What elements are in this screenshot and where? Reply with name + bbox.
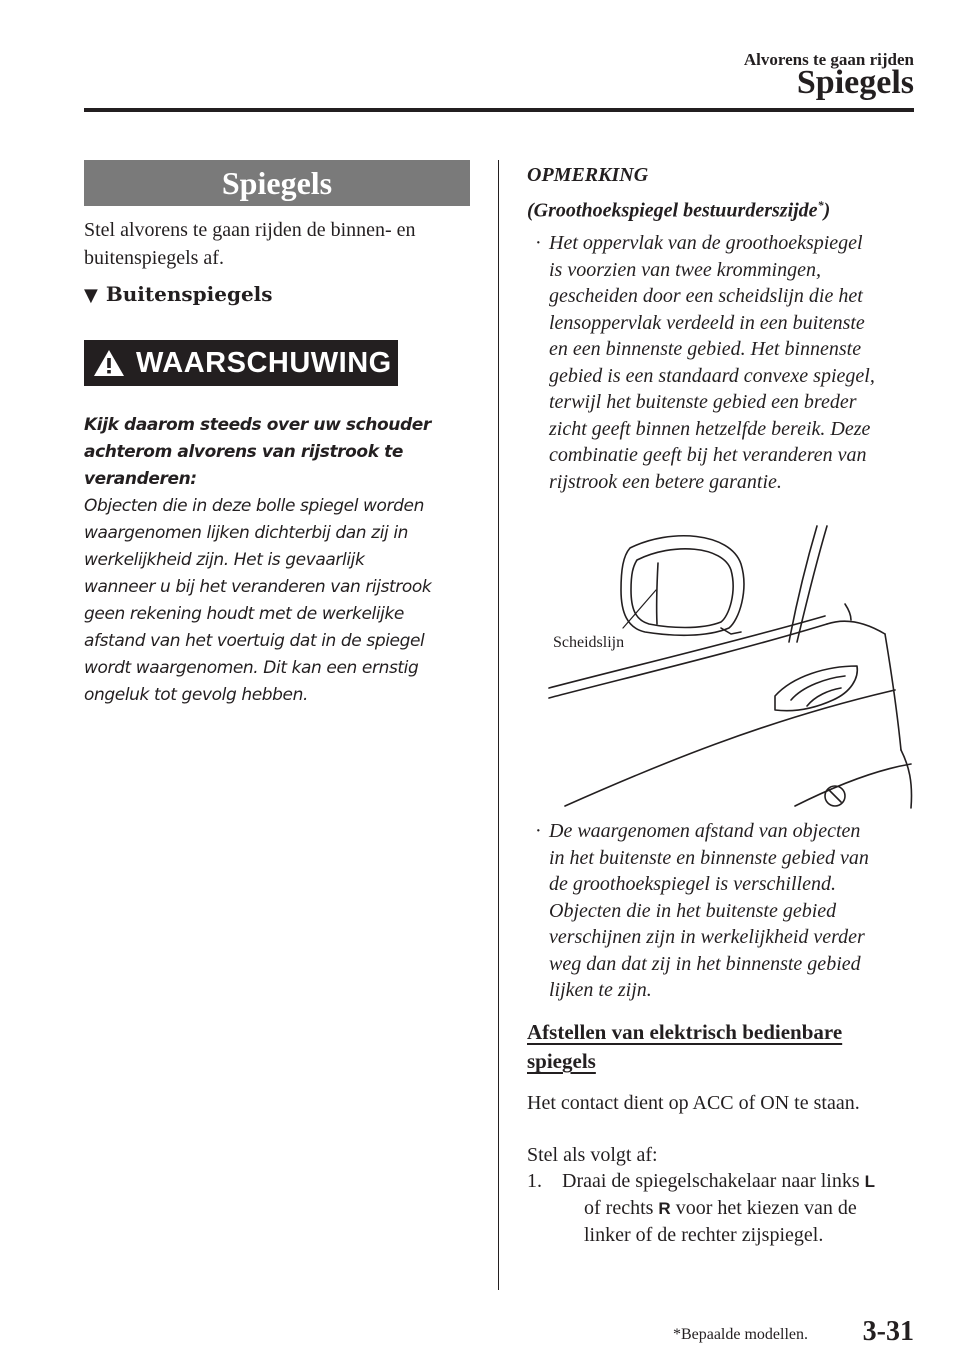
- bullet-line: is voorzien van twee krommingen,: [549, 258, 821, 281]
- note-bullet-2: [535, 818, 919, 1004]
- bullet-line: de groothoekspiegel is verschillend.: [549, 873, 836, 895]
- bullet-line: gescheiden door een scheidslijn die het: [549, 285, 863, 307]
- warning-line: Objecten die in deze bolle spiegel worden: [84, 496, 424, 516]
- warning-line: geen rekening houdt met de werkelijke: [84, 604, 404, 624]
- warning-banner: [84, 340, 398, 386]
- running-header-section: Alvorens te gaan rijden: [743, 50, 914, 69]
- warning-line: waargenomen lijken dichterbij dan zij in: [84, 523, 409, 543]
- bullet-dot-icon: ·: [535, 232, 542, 254]
- note-subject-line: [527, 190, 830, 226]
- bullet-line: lensoppervlak verdeeld in een buitenste: [549, 311, 865, 334]
- bullet-line: De waargenomen afstand van objecten: [549, 820, 861, 842]
- note-heading: [527, 160, 830, 226]
- bullet-line: rijstrook een betere garantie.: [549, 470, 782, 493]
- step-text: linker of de rechter zijspiegel.: [584, 1224, 824, 1246]
- bullet-line: Het oppervlak van de groothoekspiegel: [549, 232, 863, 254]
- bullet-line: verschijnen zijn in werkelijkheid verder: [549, 926, 865, 948]
- section-title-band: Spiegels: [84, 160, 470, 206]
- warning-bold-line: Kijk daarom steeds over uw schouder: [84, 415, 431, 435]
- warning-label: WAARSCHUWING: [136, 347, 392, 379]
- warning-bold-line: achterom alvorens van rijstrook te: [84, 442, 403, 462]
- note-label: OPMERKING: [527, 164, 649, 186]
- header-rule: [84, 108, 914, 112]
- mirror-housing-inner: [631, 549, 733, 628]
- note-subject: (Groothoekspiegel bestuurderszijde: [527, 199, 818, 222]
- mirror-illustration: [545, 520, 917, 810]
- warning-bold-line: veranderen:: [84, 469, 197, 489]
- note-bullet-1: [535, 230, 919, 495]
- step-1: [562, 1168, 922, 1248]
- bullet-line: zicht geeft binnen hetzelfde bereik. Deze: [549, 417, 871, 440]
- bullet-line: weg dan dat zij in het binnenste gebied: [549, 952, 861, 975]
- warning-line: ongeluk tot gevolg hebben.: [84, 685, 308, 705]
- paragraph-contact: Het contact dient op ACC of ON te staan.: [527, 1092, 860, 1114]
- bullet-line: in het buitenste en binnenste gebied van: [549, 846, 869, 869]
- bullet-dot-icon: ·: [535, 820, 542, 842]
- step-text: of rechts: [584, 1197, 654, 1219]
- step-text: voor het kiezen van de: [675, 1197, 857, 1219]
- bullet-line: combinatie geeft bij het veranderen van: [549, 444, 867, 466]
- bullet-line: en een binnenste gebied. Het binnenste: [549, 338, 862, 360]
- section-heading-line: spiegels: [527, 1049, 596, 1073]
- section-heading: [527, 1018, 887, 1076]
- note-close: ): [823, 199, 831, 222]
- bullet-line: terwijl het buitenste gebied een breder: [549, 391, 857, 413]
- column-divider: [498, 160, 499, 1290]
- subheading-text: Buitenspiegels: [105, 282, 273, 306]
- bullet-line: gebied is een standaard convexe spiegel,: [549, 364, 875, 387]
- triangle-down-icon: ▼: [84, 285, 98, 306]
- leader-line: [623, 590, 656, 628]
- running-header-title: Spiegels: [796, 64, 914, 101]
- bullet-line: lijken te zijn.: [549, 979, 652, 1001]
- warning-text: [84, 412, 474, 709]
- key-left-l: L: [864, 1172, 876, 1191]
- separation-line: [657, 563, 658, 624]
- section-heading-line: Afstellen van elektrisch bedienbare: [527, 1020, 843, 1044]
- step-number: 1.: [527, 1170, 542, 1192]
- warning-line: wordt waargenomen. Dit kan een ernstig: [84, 658, 419, 678]
- key-right-r: R: [658, 1199, 671, 1218]
- intro-paragraph: Stel alvorens te gaan rijden de binnen- en buitenspiegels af.: [84, 219, 416, 269]
- figure-label-scheidslijn: Scheidslijn: [553, 634, 625, 651]
- mirror-housing-outer: [621, 536, 744, 636]
- warning-line: werkelijkheid zijn. Het is gevaarlijk: [84, 550, 365, 570]
- asterisk-mark: *: [817, 198, 824, 212]
- warning-triangle-icon: [92, 348, 126, 378]
- paragraph-instructions: Stel als volgt af:: [527, 1144, 658, 1166]
- warning-line: afstand van het voertuig dat in de spiegel: [84, 631, 425, 651]
- bullet-line: Objecten die in het buitenste gebied: [549, 899, 837, 922]
- warning-line: wanneer u bij het veranderen van rijstrook: [84, 577, 432, 597]
- footnote-bepaalde-modellen: *Bepaalde modellen.: [672, 1326, 808, 1343]
- step-text: Draai de spiegelschakelaar naar links: [562, 1170, 860, 1192]
- page-number: 3-31: [862, 1316, 914, 1347]
- subheading-buitenspiegels: [84, 282, 273, 306]
